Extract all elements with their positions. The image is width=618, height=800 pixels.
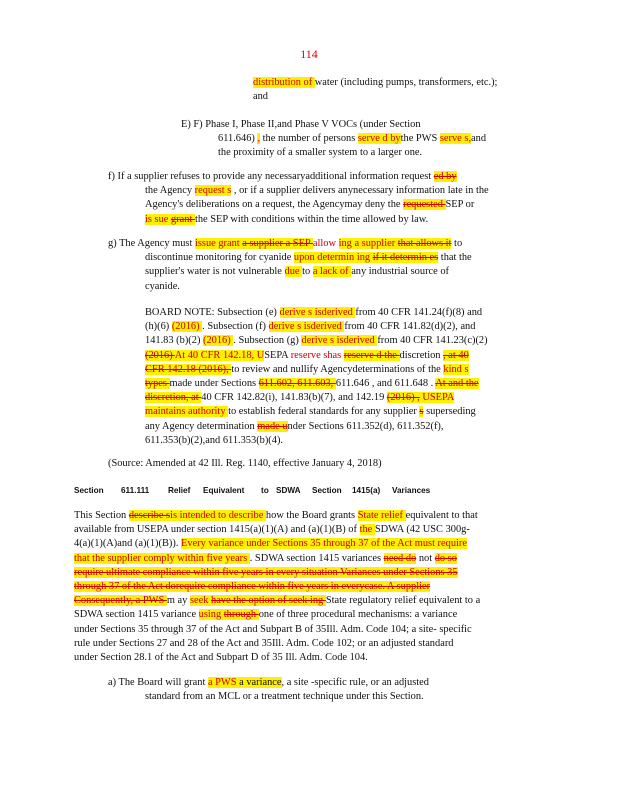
source-note: (Source: Amended at 42 Ill. Reg. 1140, effective January 4, 2018) bbox=[108, 458, 382, 469]
item-e: E) F) Phase I, Phase II,and Phase V VOCs (under Section 611.646) , the number of persons serve d bythe PWS serve s,and the proximity of a smaller system to a larger one. bbox=[181, 119, 487, 159]
section-heading: Section 611.111 Relief Equivalent to SDWA Section 1415(a) Variances bbox=[74, 486, 431, 495]
section-body: This Section describe sis intended to describe how the Board grants State relief equivalent to that available from USEPA under section 1415(a)(1)(A) and (a)(1)(B) of the SDWA (42 USC 300g- 4(a)(1)(A)and (a)(1)(B)). Every variance under Sections 35 through 37 of the Act must require that the supplier comply within five years . SDWA section 1415 variances need do not do so require ultimate compliance within five years in every situation Variances under Sections 35 through 37 of the Act dorequire compliance within five years in everycase. A supplier Consequently, a PWS m ay seek have the option of seek ing State regulatory relief equivalent to a SDWA section 1415 variance using through one of three procedural mechanisms: a variance under Sections 35 through 37 of the Act and Subpart B of 35Ill. Adm. Code 104; a site- specific rule under Sections 27 and 28 of the Act and 35Ill. Adm. Code 102; or an adjusted standard under Section 28.1 of the Act and Subpart D of 35 Ill. Adm. Code 104. bbox=[74, 510, 481, 664]
item-a: a) The Board will grant a PWS a variance, a site -specific rule, or an adjusted standard from an MCL or a treatment technique under this Section. bbox=[108, 677, 429, 703]
list-continuation: distribution of water (including pumps, transformers, etc.); and bbox=[253, 77, 498, 103]
item-f: f) If a supplier refuses to provide any necessaryadditional information request ed by the Agency request s , or if a supplier delivers anynecessary information late in the Agency's deliberations on a request, the Agencymay deny the requested SEP or is sue grant the SEP with conditions within the time allowed by law. bbox=[108, 171, 489, 225]
item-g: g) The Agency must issue grant a supplier a SEP allow ing a supplier that allows it to discontinue monitoring for cyanide upon determin ing if it determin es that the supplier's water is not vulnerable due to a lack of any industrial source of cyanide. bbox=[108, 238, 472, 292]
page-number: 114 bbox=[300, 47, 318, 61]
board-note: BOARD NOTE: Subsection (e) derive s isderived from 40 CFR 141.24(f)(8) and (h)(6) (2016) . Subsection (f) derive s isderived from 40 CFR 141.82(d)(2), and 141.83 (b)(2) (2016) . Subsection (g) derive s isderived from 40 CFR 141.23(c)(2) (2016) At 40 CFR 142.18, USEPA reserve shas reserve d the discretion , at 40 CFR 142.18 (2016), to review and nullify Agencydeterminations of the kind s types made under Sections 611.602, 611.603, 611.646 , and 611.648 . At and the discretion, at 40 CFR 142.82(i), 141.83(b)(7), and 142.19 (2016) , USEPA maintains authority to establish federal standards for any supplier s superseding any Agency determination made under Sections 611.352(d), 611.352(f), 611.353(b)(2),and 611.353(b)(4). bbox=[145, 307, 488, 446]
